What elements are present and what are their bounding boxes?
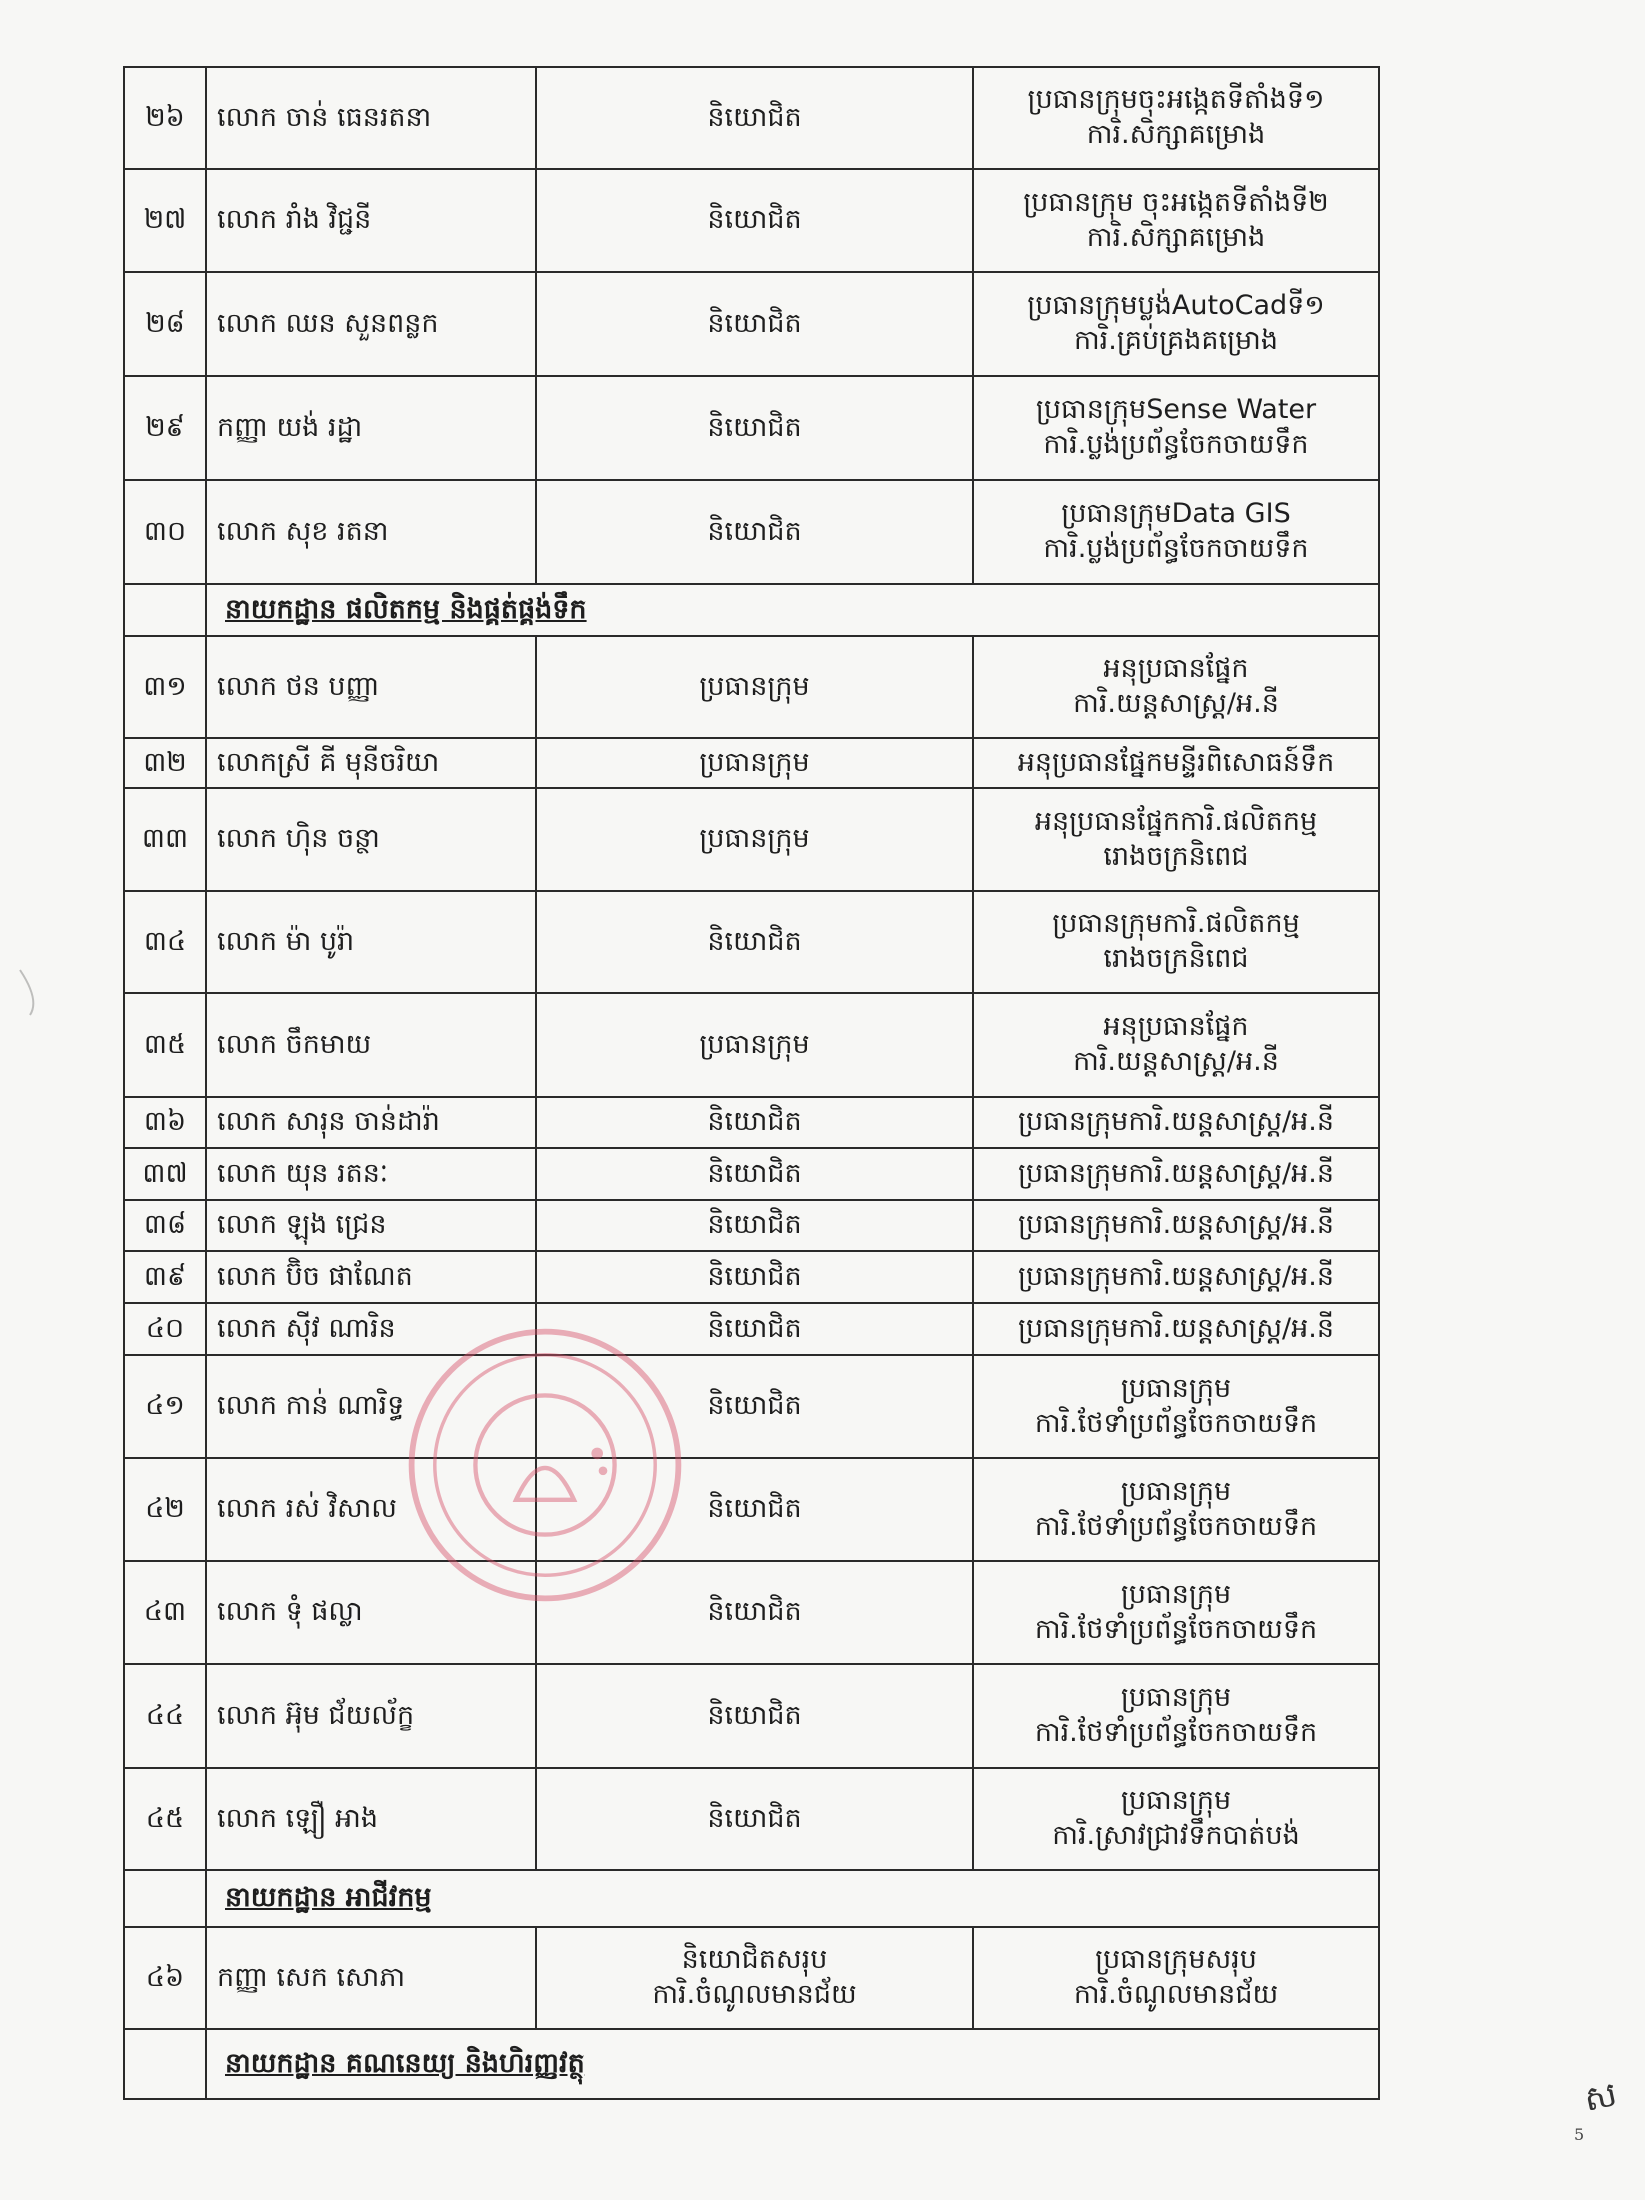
employee-name: កញ្ញា យង់ រដ្ឋា xyxy=(206,376,536,480)
employee-role xyxy=(973,993,1379,1097)
role-line: ប្រធានក្រុមសរុប xyxy=(1095,1944,1257,1976)
section-title: នាយកដ្ឋាន គណនេយ្យ និងហិរញ្ញវត្ថុ xyxy=(206,2029,1379,2099)
employee-rank: និយោជិត xyxy=(536,1097,973,1148)
employee-role xyxy=(973,636,1379,738)
employee-name: លោក ចាន់ ធេនរតនា xyxy=(206,67,536,169)
employee-role xyxy=(973,1303,1379,1355)
row-number: ៣៣ xyxy=(124,788,206,891)
table-row xyxy=(124,993,1379,1097)
employee-role xyxy=(973,788,1379,891)
table-row xyxy=(124,636,1379,738)
role-line: ប្រធានក្រុមប្លង់AutoCadទី១ xyxy=(1027,290,1325,322)
employee-role xyxy=(973,1664,1379,1768)
row-number: ៤០ xyxy=(124,1303,206,1355)
role-line: ប្រធានក្រុមការិ.យន្តសាស្ត្រ/អ.នី xyxy=(1017,1106,1335,1138)
row-number: ៣៥ xyxy=(124,993,206,1097)
employee-name: លោក សារុន ចាន់ដារ៉ា xyxy=(206,1097,536,1148)
employee-rank: ប្រធានក្រុម xyxy=(536,993,973,1097)
employee-rank: និយោជិត xyxy=(536,1355,973,1458)
section-empty-cell xyxy=(124,584,206,636)
table-row xyxy=(124,1927,1379,2029)
table-row xyxy=(124,480,1379,584)
employee-name: លោក ហ៊ិន ចន្ថា xyxy=(206,788,536,891)
employee-role xyxy=(973,1251,1379,1303)
employee-name: លោក ទុំ ផល្លា xyxy=(206,1561,536,1664)
role-line: ការិ.ប្លង់ប្រព័ន្ធចែកចាយទឹក xyxy=(1043,533,1309,564)
employee-name: លោកស្រី គី មុនីចរិយា xyxy=(206,738,536,788)
table-row xyxy=(124,1561,1379,1664)
role-line: ប្រធានក្រុមការិ.យន្តសាស្ត្រ/អ.នី xyxy=(1017,1209,1335,1241)
employee-rank: និយោជិត xyxy=(536,1458,973,1561)
employee-rank: ប្រធានក្រុម xyxy=(536,738,973,788)
row-number: ២៨ xyxy=(124,272,206,376)
table-row xyxy=(124,1251,1379,1303)
role-line: ប្រធានក្រុមSense Water xyxy=(1035,394,1317,426)
role-line: ការិ.ចំណូលមានជ័យ xyxy=(1073,1979,1279,2010)
table-row xyxy=(124,1355,1379,1458)
row-number: ៣៦ xyxy=(124,1097,206,1148)
role-line: ការិ.សិក្សាគម្រោង xyxy=(1086,119,1266,150)
row-number: ២៩ xyxy=(124,376,206,480)
row-number: ៣០ xyxy=(124,480,206,584)
employee-role xyxy=(973,1148,1379,1200)
role-line: អនុប្រធានផ្នែកមន្ទីរពិសោធន៍ទឹក xyxy=(1017,746,1335,778)
page-number: 5 xyxy=(1574,2125,1585,2144)
table-row xyxy=(124,169,1379,272)
employee-role xyxy=(973,169,1379,272)
row-number: ៤៤ xyxy=(124,1664,206,1768)
role-line: ការិ.ថែទាំប្រព័ន្ធចែកចាយទឹក xyxy=(1034,1407,1318,1439)
employee-rank: និយោជិត xyxy=(536,1148,973,1200)
section-row xyxy=(124,2029,1379,2099)
employee-name: លោក កាន់ ណារិទ្ធ xyxy=(206,1355,536,1458)
row-number: ៣២ xyxy=(124,738,206,788)
margin-mark-icon xyxy=(10,960,70,1020)
row-number: ៣៧ xyxy=(124,1148,206,1200)
section-title: នាយកដ្ឋាន ផលិតកម្ម និងផ្គត់ផ្គង់ទឹក xyxy=(206,584,1379,636)
employee-name: លោក ប៊ិច ផាណែត xyxy=(206,1251,536,1303)
role-line: ការិ.សិក្សាគម្រោង xyxy=(1086,221,1266,253)
table-row xyxy=(124,891,1379,993)
employee-role xyxy=(973,1561,1379,1664)
role-line: ការិ.គ្រប់គ្រងគម្រោង xyxy=(1073,325,1279,356)
role-line: ប្រធានក្រុមការិ.យន្តសាស្ត្រ/អ.នី xyxy=(1017,1260,1335,1292)
table-row xyxy=(124,1768,1379,1870)
table-row xyxy=(124,738,1379,788)
role-line: ប្រធានក្រុម xyxy=(1120,1682,1232,1714)
row-number: ៣៨ xyxy=(124,1200,206,1251)
employee-rank: និយោជិត xyxy=(536,67,973,169)
role-line: ប្រធានក្រុមData GIS xyxy=(1061,498,1291,530)
row-number: ៤៥ xyxy=(124,1768,206,1870)
table-row xyxy=(124,1303,1379,1355)
role-line: រោងចក្រនិពេជ xyxy=(1103,943,1249,974)
employee-rank: ប្រធានក្រុម xyxy=(536,788,973,891)
employee-rank: និយោជិត xyxy=(536,891,973,993)
staff-table-body xyxy=(124,67,1379,2099)
row-number: ៣១ xyxy=(124,636,206,738)
role-line: ការិ.ប្លង់ប្រព័ន្ធចែកចាយទឹក xyxy=(1043,429,1309,460)
role-line: ប្រធានក្រុម xyxy=(1120,1475,1232,1507)
employee-name: លោក យុន រតនៈ xyxy=(206,1148,536,1200)
employee-name: លោក ឈន សួនពន្លក xyxy=(206,272,536,376)
employee-rank: និយោជិត xyxy=(536,1664,973,1768)
employee-role xyxy=(973,891,1379,993)
employee-name: លោក រាំង វិជ្ជនី xyxy=(206,169,536,272)
employee-rank: ប្រធានក្រុម xyxy=(536,636,973,738)
employee-role xyxy=(973,1768,1379,1870)
role-line: ប្រធានក្រុម ចុះអង្កេតទីតាំងទី២ xyxy=(1023,186,1329,218)
role-line: ប្រធានក្រុម xyxy=(1120,1372,1232,1404)
row-number: ៤៣ xyxy=(124,1561,206,1664)
role-line: ប្រធានក្រុមការិ.ផលិតកម្ម xyxy=(1052,908,1300,940)
employee-rank: និយោជិតសរុប ការិ.ចំណូលមានជ័យ xyxy=(536,1927,973,2029)
role-line: ប្រធានក្រុមការិ.យន្តសាស្ត្រ/អ.នី xyxy=(1017,1312,1335,1344)
employee-role xyxy=(973,1927,1379,2029)
employee-rank: និយោជិត xyxy=(536,272,973,376)
section-title: នាយកដ្ឋាន អាជីវកម្ម xyxy=(206,1870,1379,1927)
table-row xyxy=(124,1664,1379,1768)
employee-name: លោក ឡឿ អាង xyxy=(206,1768,536,1870)
employee-name: លោក ម៉ា បូរ៉ា xyxy=(206,891,536,993)
role-line: រោងចក្រនិពេជ xyxy=(1103,840,1249,872)
employee-rank: និយោជិត xyxy=(536,1251,973,1303)
table-row xyxy=(124,1458,1379,1561)
section-row xyxy=(124,584,1379,636)
table-row xyxy=(124,67,1379,169)
row-number: ៤១ xyxy=(124,1355,206,1458)
employee-role xyxy=(973,272,1379,376)
table-row xyxy=(124,1200,1379,1251)
employee-name: លោក ចឹកមាយ xyxy=(206,993,536,1097)
row-number: ៤៦ xyxy=(124,1927,206,2029)
staff-table xyxy=(123,66,1380,2100)
employee-role xyxy=(973,1200,1379,1251)
section-row xyxy=(124,1870,1379,1927)
role-line: ប្រធានក្រុម xyxy=(1120,1785,1232,1817)
employee-role xyxy=(973,376,1379,480)
row-number: ៣៩ xyxy=(124,1251,206,1303)
employee-name: លោក ស៊ីវ ណារិន xyxy=(206,1303,536,1355)
employee-rank: និយោជិត xyxy=(536,480,973,584)
role-line: ការិ.ថែទាំប្រព័ន្ធចែកចាយទឹក xyxy=(1034,1613,1318,1645)
employee-name: លោក សុខ រតនា xyxy=(206,480,536,584)
role-line: ការិ.ថែទាំប្រព័ន្ធចែកចាយទឹក xyxy=(1034,1717,1318,1748)
employee-rank: និយោជិត xyxy=(536,376,973,480)
section-empty-cell xyxy=(124,1870,206,1927)
employee-rank: និយោជិត xyxy=(536,1200,973,1251)
table-row xyxy=(124,272,1379,376)
employee-rank: និយោជិត xyxy=(536,1561,973,1664)
employee-name: កញ្ញា សេក សោភា xyxy=(206,1927,536,2029)
role-line: ការិ.យន្តសាស្ត្រ/អ.នី xyxy=(1073,1046,1279,1077)
row-number: ៣៤ xyxy=(124,891,206,993)
role-line: អនុប្រធានផ្នែក xyxy=(1103,1011,1249,1043)
role-line: ការិ.យន្តសាស្ត្រ/អ.នី xyxy=(1073,688,1279,719)
table-row xyxy=(124,1097,1379,1148)
employee-rank: និយោជិត xyxy=(536,1768,973,1870)
row-number: ២៦ xyxy=(124,67,206,169)
employee-name: លោក រស់ វិសាល xyxy=(206,1458,536,1561)
section-empty-cell xyxy=(124,2029,206,2099)
employee-name: លោក អ៊ុម ជ័យល័ក្ខ xyxy=(206,1664,536,1768)
row-number: ២៧ xyxy=(124,169,206,272)
initials-signature: ស xyxy=(1580,2074,1621,2120)
role-line: ការិ.ថែទាំប្រព័ន្ធចែកចាយទឹក xyxy=(1034,1510,1318,1542)
employee-name: លោក ឡុង ជ្រេន xyxy=(206,1200,536,1251)
employee-role xyxy=(973,1355,1379,1458)
role-line: ប្រធានក្រុម xyxy=(1120,1578,1232,1610)
table-row xyxy=(124,1148,1379,1200)
employee-rank: និយោជិត xyxy=(536,1303,973,1355)
employee-name: លោក ថន បញ្ញា xyxy=(206,636,536,738)
role-line: អនុប្រធានផ្នែក xyxy=(1103,653,1249,685)
table-row xyxy=(124,788,1379,891)
role-line: ការិ.ស្រាវជ្រាវទឹកបាត់បង់ xyxy=(1052,1820,1300,1851)
role-line: អនុប្រធានផ្នែកការិ.ផលិតកម្ម xyxy=(1034,805,1318,837)
employee-role xyxy=(973,1097,1379,1148)
employee-role xyxy=(973,738,1379,788)
employee-role xyxy=(973,67,1379,169)
employee-role xyxy=(973,1458,1379,1561)
row-number: ៤២ xyxy=(124,1458,206,1561)
employee-rank: និយោជិត xyxy=(536,169,973,272)
employee-role xyxy=(973,480,1379,584)
role-line: ប្រធានក្រុមការិ.យន្តសាស្ត្រ/អ.នី xyxy=(1017,1157,1335,1189)
table-row xyxy=(124,376,1379,480)
role-line: ប្រធានក្រុមចុះអង្កេតទីតាំងទី១ xyxy=(1027,84,1325,116)
